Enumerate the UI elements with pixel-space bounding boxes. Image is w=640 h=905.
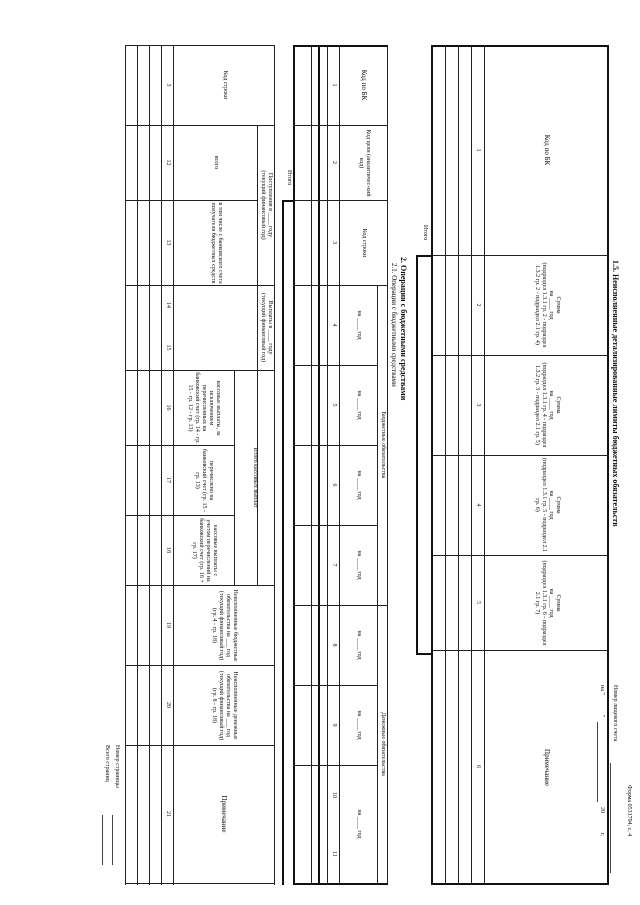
- t2b-right: [126, 883, 275, 884]
- date-suffix: г.: [599, 833, 605, 837]
- t2b-num-20: 20: [165, 702, 171, 708]
- t15-total-left: [417, 255, 433, 257]
- section-2-title: 2. Операции с бюджетными средствами: [399, 257, 408, 401]
- t2b-num-19: 19: [165, 622, 171, 628]
- t21-col4-head: на ____ год: [356, 310, 363, 340]
- t2b-row-header: Код строки: [222, 70, 228, 100]
- t15-col2-header: Сумма на ____ год (подраздел 1.3.1 гр. 2 - подраздел 1.3.2 гр. 2 - подраздел 2.1 гр. 4): [534, 262, 561, 348]
- t15-num-6: 6: [475, 765, 482, 768]
- t15-kbk-header: Код по БК: [543, 134, 551, 166]
- t2b-v3: [126, 285, 275, 286]
- t2b-v5: [126, 445, 235, 446]
- t21-row2: [311, 45, 312, 885]
- t2b-num-21: 21: [165, 811, 171, 817]
- t15-v3: [433, 455, 609, 456]
- t2b-transferred: перечислено на банковский счет (гр. 15 - гр. 13): [194, 448, 215, 513]
- t21-num-11: 11: [331, 851, 337, 857]
- t21-num-3: 3: [331, 241, 337, 244]
- t15-bottom: [431, 45, 433, 885]
- t2b-v8: [126, 665, 275, 666]
- t15-v2: [433, 355, 609, 356]
- t2b-num-12: 12: [165, 159, 171, 166]
- t2b-total-payments-header: Итого кассовых выплат: [252, 447, 259, 508]
- t21-right: [293, 883, 388, 885]
- t21-money-obl-header: Денежные обязательства: [380, 712, 387, 776]
- t15-col3-header: Сумма на ____ год (подраздел 1.3.1 гр. 4 - подраздел 1.3.2 гр. 3 - подраздел 2.1 гр. 5): [534, 362, 561, 448]
- t21-budget-obl-header: Бюджетные обязательства: [380, 411, 387, 479]
- t15-right: [431, 883, 609, 885]
- t2b-row2: [137, 45, 138, 885]
- t21-col7-head: на ____ год: [356, 550, 363, 580]
- t21-num-5: 5: [331, 403, 337, 407]
- t2b-receipts-header: Поступления в ____ году (текущий финансовый год): [260, 170, 274, 240]
- t21-bottom: [293, 45, 295, 885]
- t2b-receipts-total: всего: [213, 155, 220, 170]
- t21-row1: [318, 45, 320, 885]
- section-1-5-title: 1.5. Неисполненные детализированные лимиты бюджетных обязательств: [611, 260, 620, 527]
- t21-col6-head: на ____ год: [356, 470, 363, 500]
- t15-v1: [433, 255, 609, 256]
- t21-num-1: 1: [331, 83, 337, 87]
- t2b-num-15: 15: [165, 344, 171, 351]
- t2b-num-3: 3: [165, 83, 171, 87]
- account-number-label: Номер лицевого счета: [612, 685, 618, 742]
- page-number-label: Номер страницы: [114, 745, 120, 788]
- t15-num-3: 3: [475, 403, 482, 407]
- t2b-v2: [126, 200, 258, 201]
- t15-num-4: 4: [475, 503, 482, 507]
- t2b-num-14: 14: [165, 302, 171, 308]
- total-pages-line: [102, 815, 103, 865]
- form-code: Форма 0531794, с. 4: [626, 785, 632, 837]
- account-number-line: [610, 763, 611, 873]
- t15-total-bottom: [416, 255, 418, 655]
- t21-num-8: 8: [331, 643, 337, 647]
- t2b-cash-incl: кассовые выплаты с учетом перечислений на банковский счет (гр. 16 + гр. 17): [191, 518, 218, 583]
- page-number-line: [112, 815, 113, 865]
- t15-num-5: 5: [475, 601, 482, 604]
- t2b-receipts-account: в том числе с банковского счета получателя бюджетных средств: [210, 202, 223, 284]
- t21-num-9: 9: [331, 723, 337, 727]
- total-pages-label: Всего страниц: [104, 745, 110, 782]
- t2b-num-16: 16: [165, 404, 171, 411]
- date-year: 20: [599, 807, 605, 813]
- t21-num-7: 7: [331, 563, 337, 567]
- t21-col9-head: на ____ год: [356, 710, 363, 740]
- t21-num-10: 10: [331, 792, 337, 798]
- t21-num-4: 4: [331, 323, 337, 327]
- t15-total-right: [416, 653, 433, 655]
- t21-col8-head: на ____ год: [356, 630, 363, 660]
- t21-total-label: Итого: [286, 170, 292, 186]
- date-prefix: на ": [599, 685, 605, 695]
- t2b-cash-excl: кассовые выплаты, за исключением перечисленных на банковский счет (гр. 14 - гр. 15 - гр. 12 - гр. 13): [187, 372, 222, 444]
- rotated-form-sheet: [100, 25, 640, 885]
- t15-total-label: Итого: [422, 225, 428, 241]
- t21-col5-head: на ____ год: [356, 390, 363, 420]
- t2b-num-17: 17: [165, 477, 171, 483]
- t15-note-header: Примечание: [543, 749, 551, 786]
- t2b-note-header: Примечание: [220, 795, 229, 833]
- t15-v4: [433, 555, 609, 556]
- t15-num-1: 1: [475, 148, 482, 152]
- t15-row1: [458, 45, 459, 885]
- t21-total-left: [283, 200, 295, 202]
- t2b-unfulfilled-money: Неисполненные денежные обязательства на ___ год (текущий финансовый год) (гр. 8 - гр. 18): [211, 670, 238, 741]
- t15-v5: [433, 650, 609, 651]
- t2b-bottom: [125, 45, 126, 885]
- t2b-row1: [149, 45, 150, 885]
- t2b-num-18: 18: [165, 547, 171, 553]
- t21-purpose-header: Код цели (аналитичес-кий код): [358, 129, 371, 197]
- t2b-num-13: 13: [165, 239, 171, 246]
- section-2-1-title: 2.1. Операции с бюджетными средствами: [390, 263, 398, 387]
- t15-row2: [445, 45, 446, 885]
- t21-num-2: 2: [331, 161, 337, 164]
- t21-col10-head: на ____ год: [356, 809, 363, 839]
- t2b-v7: [126, 585, 275, 586]
- t15-col4-header: Сумма на ____ год (подраздел 1.3.1 гр. 5 - подраздел 2.1 гр. 6): [534, 458, 561, 552]
- t21-v1: [295, 125, 388, 126]
- t21-num-6: 6: [331, 483, 337, 487]
- t15-num-2: 2: [475, 303, 482, 307]
- t2b-v6: [126, 515, 235, 516]
- t21-kbk-header: Код по БК: [360, 69, 368, 101]
- t15-col5-header: Сумма на ____ год (подраздел 1.3.1 гр. 6 - подраздел 2.1 гр. 7): [534, 560, 561, 646]
- t21-row-header: Код строки: [361, 228, 368, 258]
- t21-total-bottom: [282, 200, 284, 885]
- date-quote: ": [599, 715, 605, 718]
- t2b-payments-header: Выплаты в ____ году (текущий финансовый год): [260, 292, 274, 363]
- t2b-unfulfilled-budget: Неисполненные бюджетные обязательства на ___ год (текущий финансовый год) (гр. 4 - гр. 18): [211, 589, 238, 662]
